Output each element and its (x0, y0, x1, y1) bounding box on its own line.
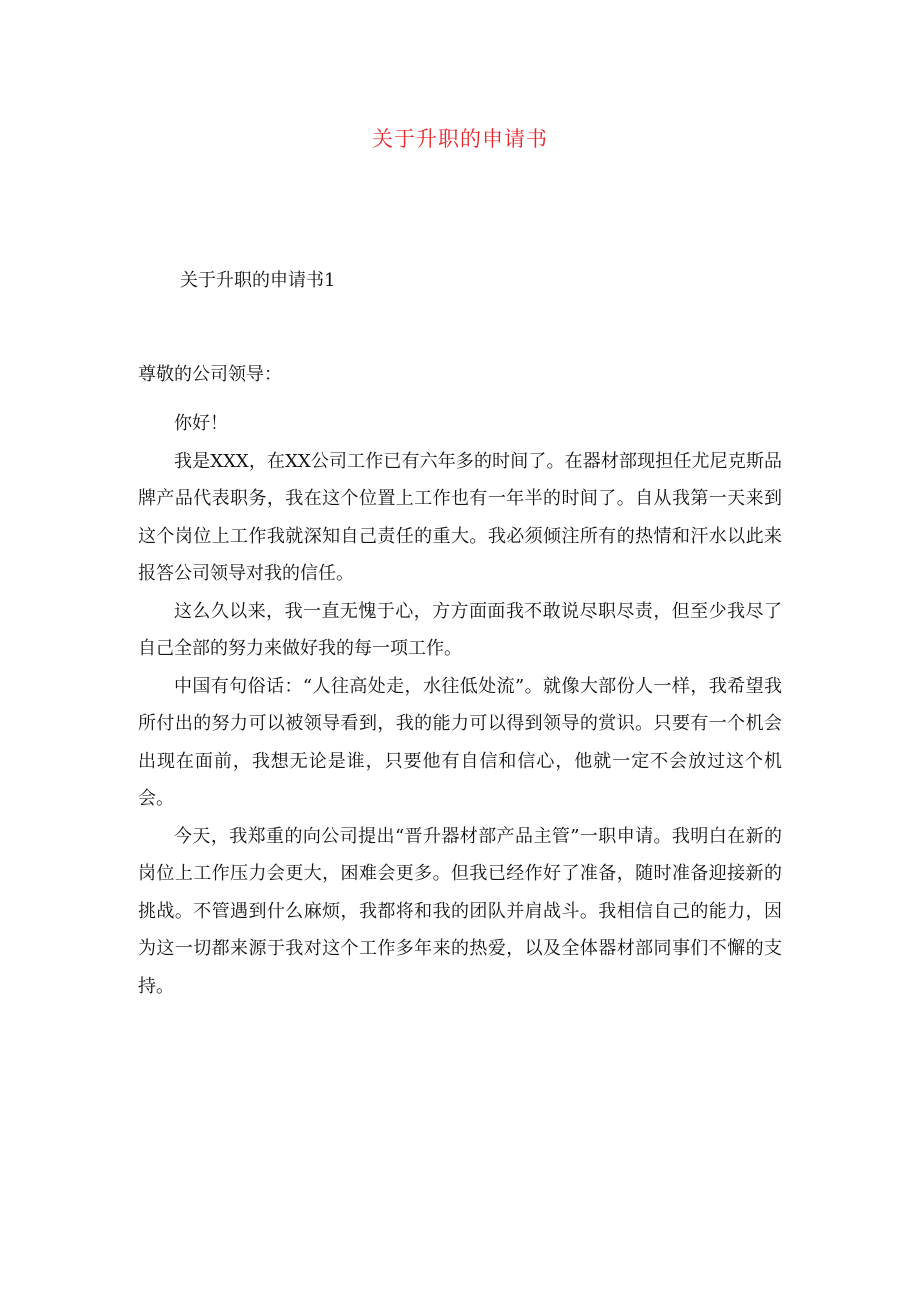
greeting: 你好！ (174, 413, 228, 434)
paragraph-4: 今天，我郑重的向公司提出“晋升器材部产品主管”一职申请。我明白在新的岗位上工作压力会更大，困难会更多。但我已经作好了准备，随时准备迎接新的挑战。不管遇到什么麻烦，我都将和我的团队并肩战斗。我相信自己的能力，因为这一切都来源于我对这个工作多年来的热爱，以及全体器材部同事们不懈的支持。 (138, 825, 782, 997)
salutation: 尊敬的公司领导： (138, 364, 282, 385)
letter-body (138, 405, 782, 1005)
document-subtitle: 关于升职的申请书1 (180, 270, 336, 291)
document-title: 关于升职的申请书 (372, 127, 548, 151)
paragraph-1: 我是XXX，在XX公司工作已有六年多的时间了。在器材部现担任尤尼克斯品牌产品代表职务，我在这个位置上工作也有一年半的时间了。自从我第一天来到这个岗位上工作我就深知自己责任的重大。我必须倾注所有的热情和汗水以此来报答公司领导对我的信任。 (138, 450, 782, 584)
paragraph-3: 中国有句俗话：“人往高处走，水往低处流”。就像大部份人一样，我希望我所付出的努力可以被领导看到，我的能力可以得到领导的赏识。只要有一个机会出现在面前，我想无论是谁，只要他有自信和信心，他就一定不会放过这个机会。 (138, 675, 782, 809)
paragraph-2: 这么久以来，我一直无愧于心，方方面面我不敢说尽职尽责，但至少我尽了自己全部的努力来做好我的每一项工作。 (138, 600, 782, 659)
